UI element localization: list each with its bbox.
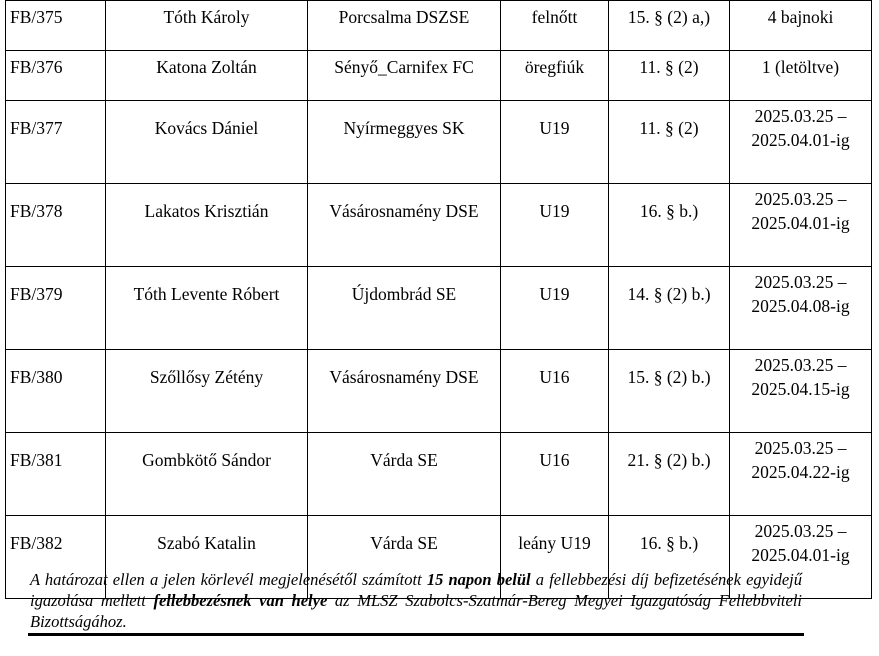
category-cell: öregfiúk <box>501 51 609 101</box>
case-id-cell: FB/376 <box>6 51 106 101</box>
penalty-line-1: 4 bajnoki <box>767 7 834 27</box>
case-id-cell: FB/381 <box>6 433 106 516</box>
player-name-cell: Tóth Levente Róbert <box>106 267 308 350</box>
case-id-cell: FB/382 <box>6 516 106 599</box>
table-row <box>6 267 872 350</box>
penalty-line-2: 2025.04.22-ig <box>751 462 850 482</box>
decisions-table-body <box>6 1 872 599</box>
rule-cell: 16. § b.) <box>609 184 730 267</box>
bottom-rule-divider <box>28 633 804 636</box>
table-row <box>6 433 872 516</box>
rule-cell: 21. § (2) b.) <box>609 433 730 516</box>
case-id-cell: FB/378 <box>6 184 106 267</box>
penalty-cell <box>730 267 872 350</box>
penalty-line-2: 2025.04.15-ig <box>751 379 850 399</box>
penalty-line-2: 2025.04.01-ig <box>751 130 850 150</box>
table-row <box>6 1 872 51</box>
player-name-cell: Gombkötő Sándor <box>106 433 308 516</box>
case-id-cell: FB/379 <box>6 267 106 350</box>
club-cell: Sényő_Carnifex FC <box>308 51 501 101</box>
club-cell: Vásárosnamény DSE <box>308 184 501 267</box>
penalty-cell <box>730 184 872 267</box>
rule-cell: 14. § (2) b.) <box>609 267 730 350</box>
category-cell: U19 <box>501 184 609 267</box>
table-row <box>6 101 872 184</box>
rule-cell: 11. § (2) <box>609 101 730 184</box>
club-cell: Vásárosnamény DSE <box>308 350 501 433</box>
club-cell: Várda SE <box>308 516 501 599</box>
notice-appeal-allowed: fellebbezésnek van helye <box>153 591 328 610</box>
table-row <box>6 51 872 101</box>
club-cell: Várda SE <box>308 433 501 516</box>
penalty-line-1: 2025.03.25 – <box>754 272 847 292</box>
case-id-cell: FB/375 <box>6 1 106 51</box>
category-cell: U19 <box>501 267 609 350</box>
table-row <box>6 184 872 267</box>
player-name-cell: Szőllősy Zétény <box>106 350 308 433</box>
notice-deadline: 15 napon belül <box>426 570 531 589</box>
category-cell: leány U19 <box>501 516 609 599</box>
penalty-line-2: 2025.04.01-ig <box>751 545 850 565</box>
rule-cell: 16. § b.) <box>609 516 730 599</box>
category-cell: U16 <box>501 433 609 516</box>
category-cell: U16 <box>501 350 609 433</box>
penalty-cell <box>730 101 872 184</box>
rule-cell: 11. § (2) <box>609 51 730 101</box>
penalty-line-1: 2025.03.25 – <box>754 521 847 541</box>
category-cell: felnőtt <box>501 1 609 51</box>
penalty-cell <box>730 1 872 51</box>
penalty-cell <box>730 350 872 433</box>
penalty-line-1: 2025.03.25 – <box>754 189 847 209</box>
player-name-cell: Tóth Károly <box>106 1 308 51</box>
player-name-cell: Katona Zoltán <box>106 51 308 101</box>
club-cell: Nyírmeggyes SK <box>308 101 501 184</box>
penalty-line-1: 2025.03.25 – <box>754 355 847 375</box>
player-name-cell: Kovács Dániel <box>106 101 308 184</box>
table-row <box>6 350 872 433</box>
category-cell: U19 <box>501 101 609 184</box>
player-name-cell: Lakatos Krisztián <box>106 184 308 267</box>
penalty-line-1: 2025.03.25 – <box>754 438 847 458</box>
penalty-cell <box>730 51 872 101</box>
penalty-line-1: 2025.03.25 – <box>754 106 847 126</box>
notice-text-2: a fellebbezési díj befizetésének egyidejű igazolása mellett <box>30 570 802 610</box>
penalty-line-1: 1 (letöltve) <box>761 57 840 77</box>
rule-cell: 15. § (2) a,) <box>609 1 730 51</box>
rule-cell: 15. § (2) b.) <box>609 350 730 433</box>
player-name-cell: Szabó Katalin <box>106 516 308 599</box>
case-id-cell: FB/377 <box>6 101 106 184</box>
notice-text-1: A határozat ellen a jelen körlevél megjelenésétől számított <box>30 570 427 589</box>
penalty-cell <box>730 433 872 516</box>
appeal-notice <box>30 569 802 632</box>
club-cell: Porcsalma DSZSE <box>308 1 501 51</box>
club-cell: Újdombrád SE <box>308 267 501 350</box>
notice-text-3: az MLSZ Szabolcs-Szatmár-Bereg Megyei Igazgatóság Fellebbviteli Bizottságához. <box>30 591 803 631</box>
decisions-table <box>5 0 872 599</box>
case-id-cell: FB/380 <box>6 350 106 433</box>
penalty-line-2: 2025.04.08-ig <box>751 296 850 316</box>
penalty-line-2: 2025.04.01-ig <box>751 213 850 233</box>
